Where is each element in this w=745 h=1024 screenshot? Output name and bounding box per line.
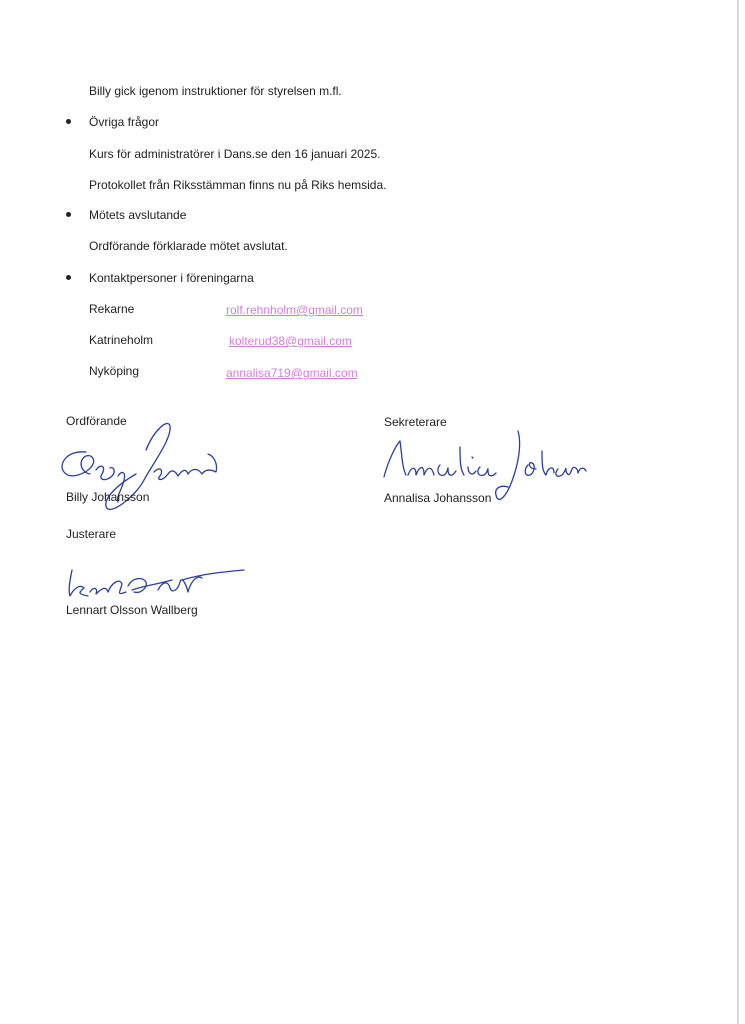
heading-motets-avslutande: Mötets avslutande [89, 208, 187, 222]
contact-name-nykoping: Nyköping [89, 364, 140, 378]
heading-kontaktpersoner: Kontaktpersoner i föreningarna [89, 271, 254, 285]
contact-email-link[interactable]: annalisa719@gmail.com [226, 366, 358, 380]
contact-name-rekarne: Rekarne [89, 302, 135, 316]
text-instruktioner: Billy gick igenom instruktioner för styrelsen m.fl. [89, 84, 342, 98]
bullet-dot [66, 212, 71, 217]
heading-ovriga-fragor: Övriga frågor [89, 115, 160, 129]
text-avslutat: Ordförande förklarade mötet avslutat. [89, 239, 288, 253]
label-sekreterare: Sekreterare [384, 415, 447, 429]
label-ordforande: Ordförande [66, 414, 127, 428]
bullet-dot [66, 275, 71, 280]
page-edge [737, 0, 739, 1024]
text-kurs: Kurs för administratörer i Dans.se den 16 januari 2025. [89, 147, 381, 161]
text-protokoll: Protokollet från Riksstämman finns nu på Riks hemsida. [89, 178, 387, 192]
contact-name-katrineholm: Katrineholm [89, 333, 154, 347]
name-billy-johansson: Billy Johansson [66, 490, 150, 504]
name-lennart-olsson-wallberg: Lennart Olsson Wallberg [66, 603, 198, 617]
label-justerare: Justerare [66, 527, 117, 541]
contact-email-link[interactable]: kolterud38@gmail.com [229, 334, 352, 348]
contact-email-link[interactable]: rolf.rehnholm@gmail.com [226, 303, 363, 317]
name-annalisa-johansson: Annalisa Johansson [384, 491, 492, 505]
bullet-dot [66, 119, 71, 124]
